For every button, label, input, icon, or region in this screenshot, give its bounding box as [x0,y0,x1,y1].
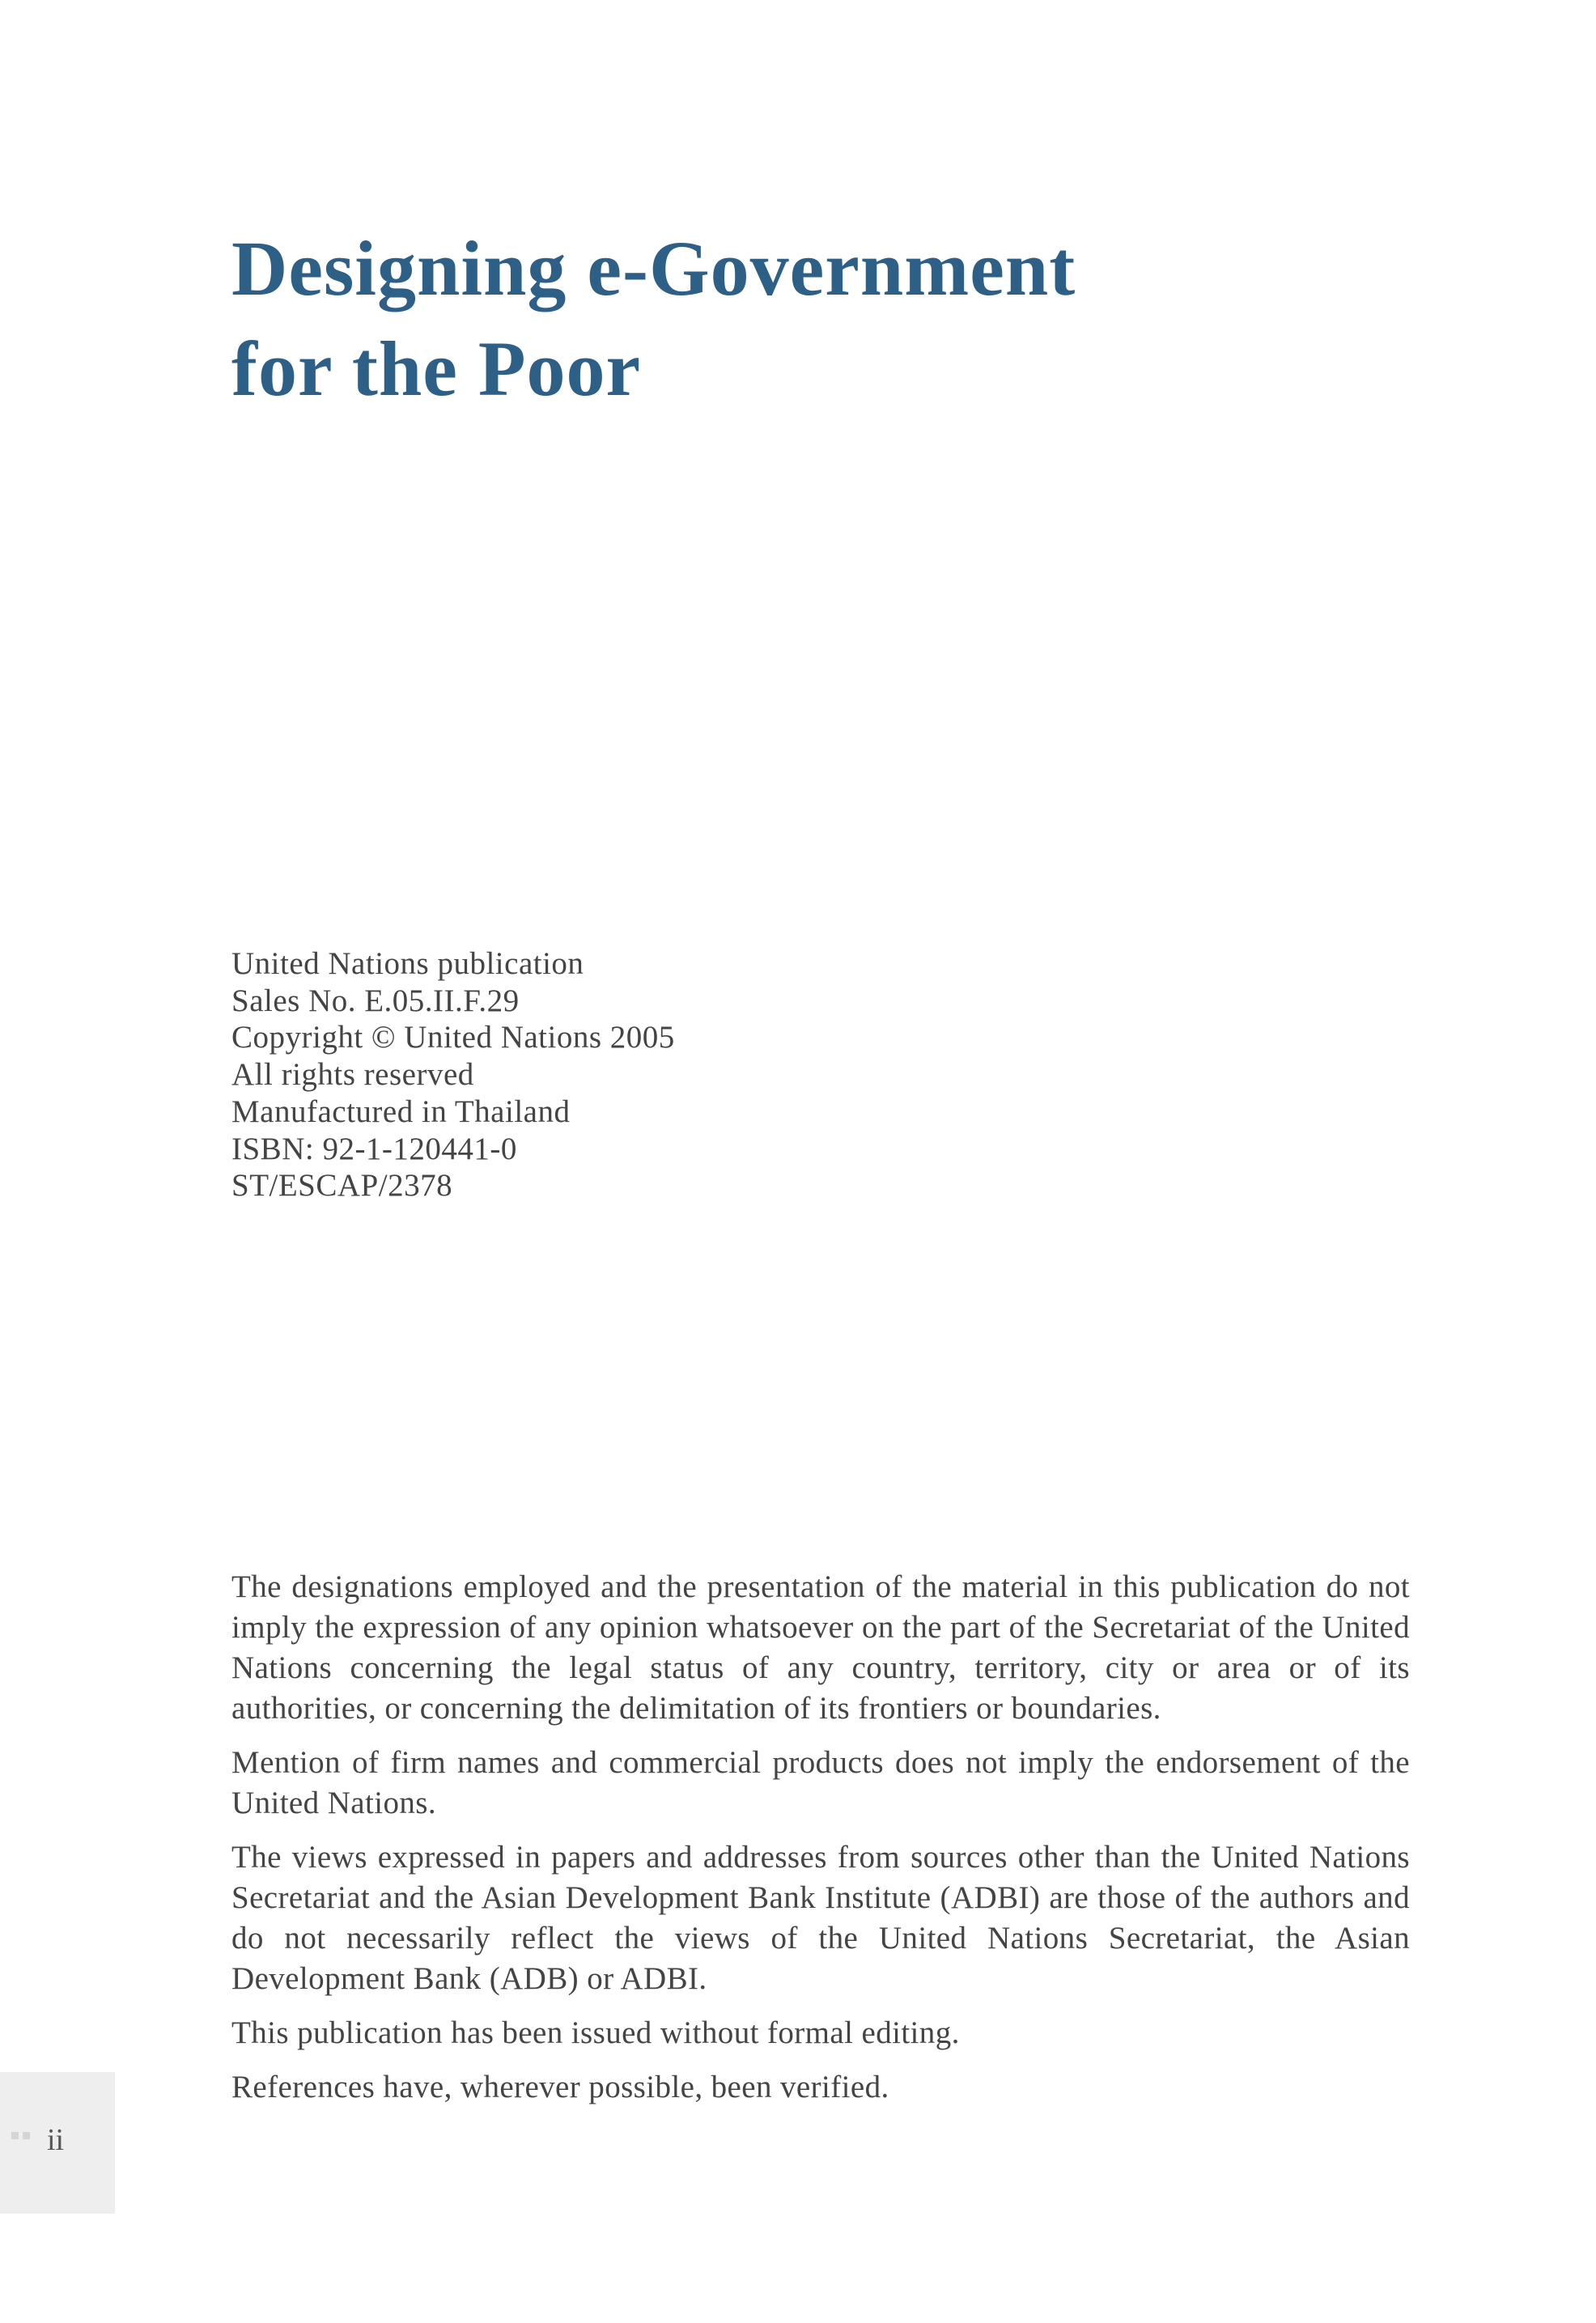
publication-info-line: Copyright © United Nations 2005 [231,1020,675,1055]
tab-decoration [11,2132,36,2143]
disclaimer-paragraph: References have, wherever possible, been verified. [231,2070,889,2104]
publication-info-line: ST/ESCAP/2378 [231,1168,453,1204]
disclaimer-paragraph: This publication has been issued without formal editing. [231,2015,960,2050]
title-line-2: for the Poor [231,325,642,412]
publication-info-line: Manufactured in Thailand [231,1094,571,1129]
publication-info [231,945,675,1204]
page-title [231,219,1365,419]
publication-info-line: All rights reserved [231,1057,474,1093]
publication-info-line: Sales No. E.05.II.F.29 [231,983,520,1018]
title-line-1: Designing e-Government [231,225,1076,312]
disclaimer-paragraph: The designations employed and the presentation of the material in this publication do not imply the expression of any opinion whatsoever on the part of the Secretariat of the United Nations concerning the legal status of any country, territory, city or area or of its authorities, or concerning the delimitation of its frontiers or boundaries. [231,1569,1410,1726]
disclaimer-paragraph: The views expressed in papers and addresses from sources other than the United Nations Secretariat and the Asian Development Bank Institute (ADBI) are those of the authors and do not necessarily reflect the views of the United Nations Secretariat, the Asian Development Bank (ADB) or ADBI. [231,1840,1410,1996]
disclaimer-section [231,1567,1410,2121]
publication-info-line: United Nations publication [231,946,584,981]
disclaimer-paragraph: Mention of firm names and commercial products does not imply the endorsement of the United Nations. [231,1745,1410,1820]
publication-info-line: ISBN: 92-1-120441-0 [231,1131,517,1166]
page-number: ii [47,2123,65,2157]
